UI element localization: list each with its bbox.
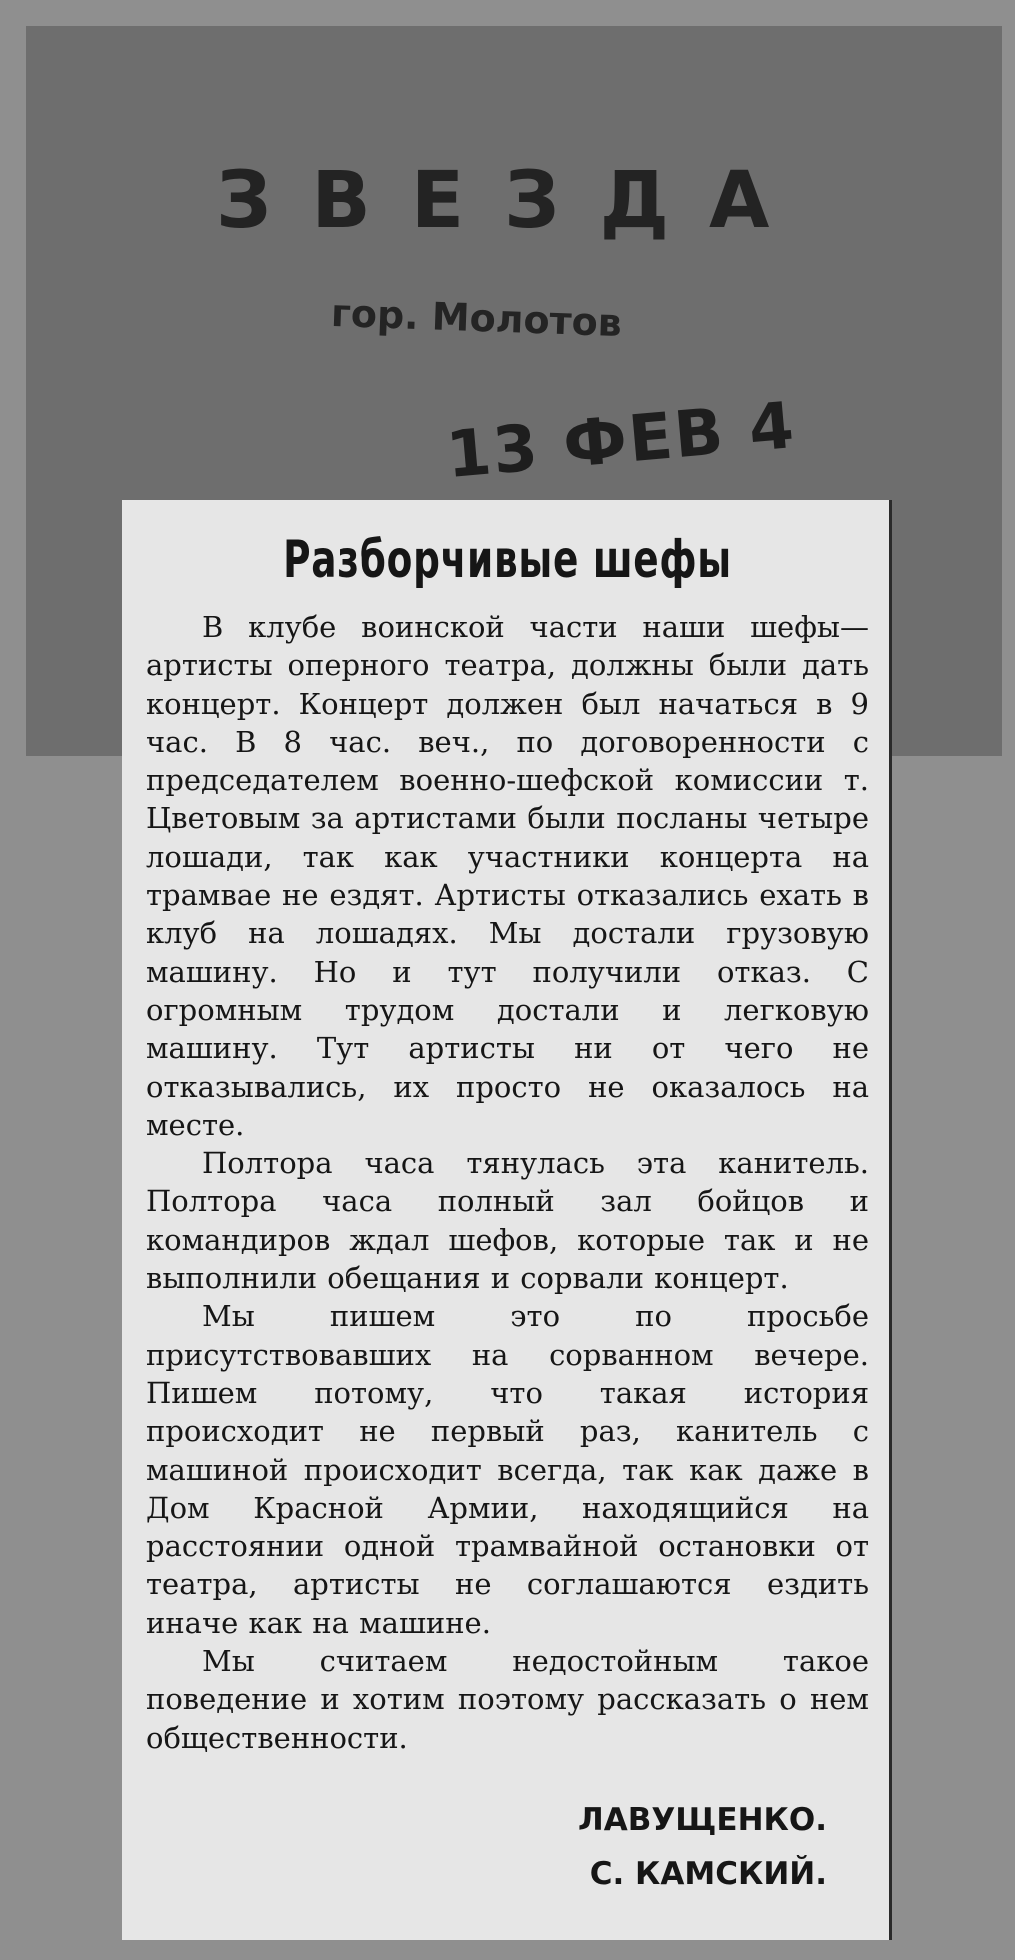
- article-paragraph: Мы пишем это по просьбе присутствовавших на сорванном вечере. Пишем потому, что такая история происходит не первый раз, канитель с машиной происходит всегда, так как даже в Дом Красной Армии, находящийся на расстоянии одной трамвайной остановки от театра, артисты не соглашаются ездить иначе как на машине.: [146, 1299, 869, 1640]
- article-signatures: [146, 1793, 869, 1901]
- stamp-date: 13 ФЕВ 4: [443, 388, 799, 494]
- article-headline: Разборчивые шефы: [283, 530, 732, 590]
- signature-author: ЛАВУЩЕНКО.: [578, 1801, 827, 1838]
- article-paragraph: Полтора часа тянулась эта канитель. Полтора часа полный зал бойцов и командиров ждал шефов, которые так и не выполнили обещания и сорвали концерт.: [146, 1146, 869, 1296]
- stamp-newspaper-name: ЗВЕЗДА: [216, 156, 810, 246]
- article-paragraph: Мы считаем недостойным такое поведение и хотим поэтому рассказать о нем общественности.: [146, 1644, 869, 1755]
- newspaper-clipping: [122, 500, 892, 1940]
- article-paragraph: В клубе воинской части наши шефы—артисты оперного театра, должны были дать концерт. Концерт должен был начаться в 9 час. В 8 час. веч., по договоренности с председателем военно-шефской комиссии т. Цветовым за артистами были посланы четыре лошади, так как участники концерта на трамвае не ездят. Артисты отказались ехать в клуб на лошадях. Мы достали грузовую машину. Но и тут получили отказ. С огромным трудом достали и легковую машину. Тут артисты ни от чего не отказывались, их просто не оказалось на месте.: [146, 610, 869, 1142]
- signature-author: С. КАМСКИЙ.: [589, 1855, 827, 1892]
- stamp-city: гор. Молотов: [330, 290, 623, 346]
